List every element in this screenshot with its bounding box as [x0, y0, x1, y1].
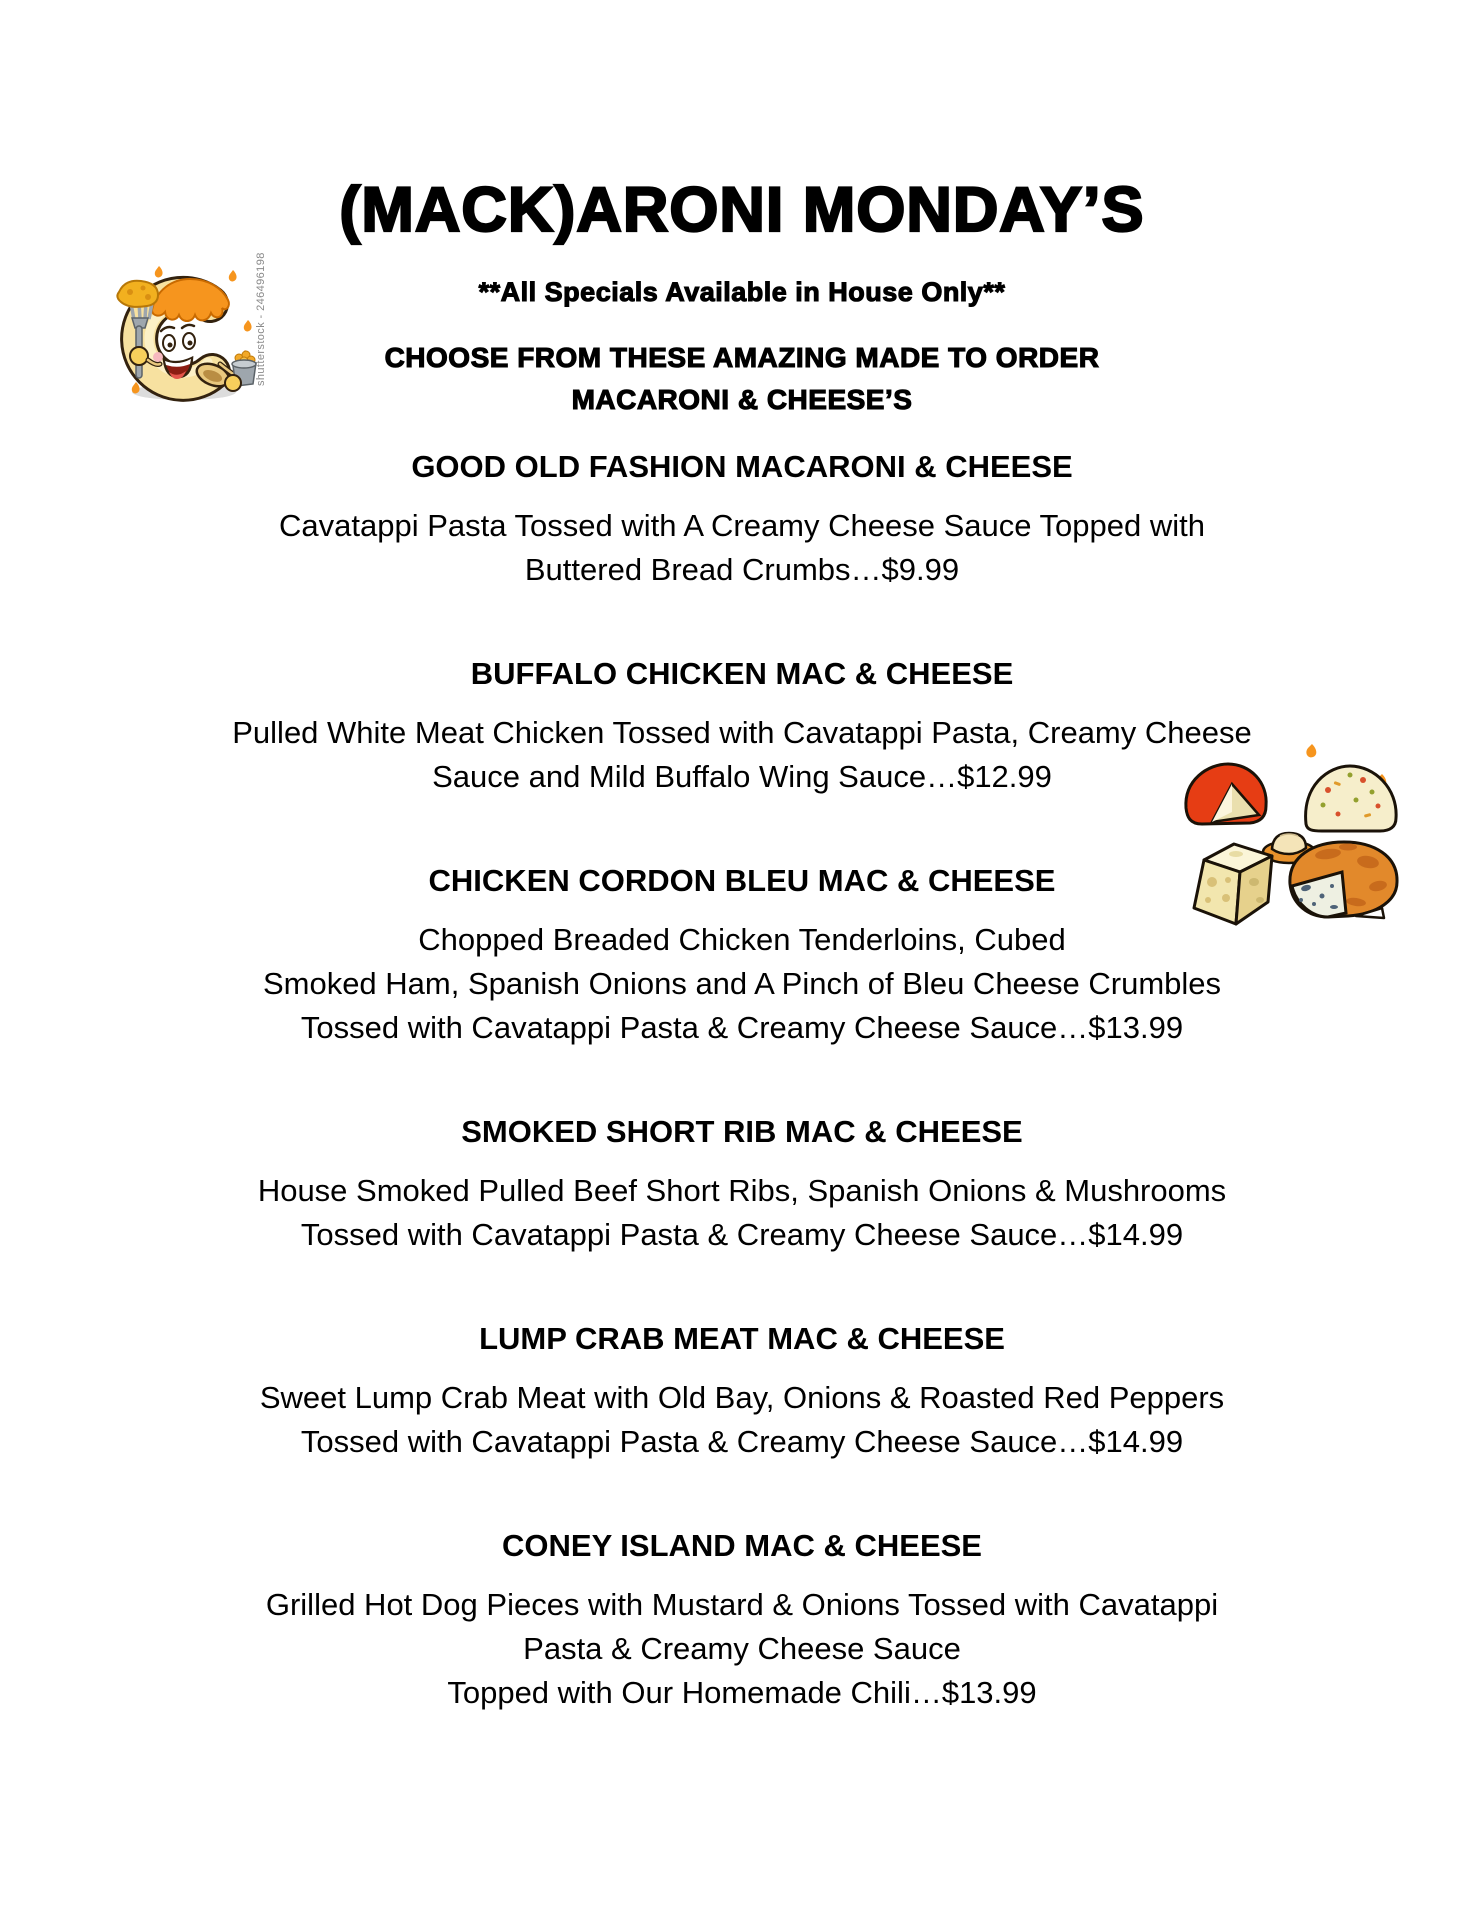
page-title: (MACK)ARONI MONDAY’S [339, 175, 1145, 245]
item-desc-line: Sauce and Mild Buffalo Wing Sauce…$12.99 [432, 759, 1052, 794]
shutterstock-watermark: shutterstock - 246496198 [255, 252, 267, 386]
item-desc-line: Topped with Our Homemade Chili…$13.99 [447, 1675, 1037, 1710]
item-name: CHICKEN CORDON BLEU MAC & CHEESE [428, 863, 1056, 898]
menu-item-coney-island [0, 1524, 1484, 1715]
item-name: LUMP CRAB MEAT MAC & CHEESE [479, 1321, 1005, 1356]
item-desc-line: Pasta & Creamy Cheese Sauce [523, 1631, 961, 1666]
intro-line-1: CHOOSE FROM THESE AMAZING MADE TO ORDER [384, 342, 1100, 373]
item-desc-line: House Smoked Pulled Beef Short Ribs, Spanish Onions & Mushrooms [257, 1173, 1227, 1208]
item-desc-line: Sweet Lump Crab Meat with Old Bay, Onions & Roasted Red Peppers [259, 1380, 1225, 1415]
menu-item-good-old-fashion [0, 445, 1484, 592]
item-desc-line: Pulled White Meat Chicken Tossed with Cavatappi Pasta, Creamy Cheese [232, 715, 1252, 750]
menu-item-lump-crab-meat [0, 1317, 1484, 1464]
menu-item-smoked-short-rib [0, 1110, 1484, 1257]
menu-item-buffalo-chicken [0, 652, 1484, 799]
item-desc-line: Buttered Bread Crumbs…$9.99 [524, 552, 960, 587]
item-desc-line: Cavatappi Pasta Tossed with A Creamy Cheese Sauce Topped with [279, 508, 1205, 543]
item-desc-line: Smoked Ham, Spanish Onions and A Pinch of Bleu Cheese Crumbles [262, 966, 1222, 1001]
macaroni-mascot-image [100, 250, 278, 400]
item-name: CONEY ISLAND MAC & CHEESE [502, 1528, 982, 1563]
menu-list [0, 445, 1484, 1775]
item-desc-line: Chopped Breaded Chicken Tenderloins, Cubed [418, 922, 1066, 957]
specials-note: **All Specials Available in House Only** [478, 277, 1006, 307]
item-desc-line: Grilled Hot Dog Pieces with Mustard & Onions Tossed with Cavatappi [265, 1587, 1219, 1622]
item-name: SMOKED SHORT RIB MAC & CHEESE [461, 1114, 1023, 1149]
item-desc-line: Tossed with Cavatappi Pasta & Creamy Cheese Sauce…$13.99 [300, 1010, 1184, 1045]
item-name: GOOD OLD FASHION MACARONI & CHEESE [411, 449, 1073, 484]
menu-item-chicken-cordon-bleu [0, 859, 1484, 1050]
item-desc-line: Tossed with Cavatappi Pasta & Creamy Cheese Sauce…$14.99 [300, 1424, 1184, 1459]
intro-line-2: MACARONI & CHEESE’S [571, 384, 913, 415]
item-name: BUFFALO CHICKEN MAC & CHEESE [470, 656, 1014, 691]
item-desc-line: Tossed with Cavatappi Pasta & Creamy Cheese Sauce…$14.99 [300, 1217, 1184, 1252]
